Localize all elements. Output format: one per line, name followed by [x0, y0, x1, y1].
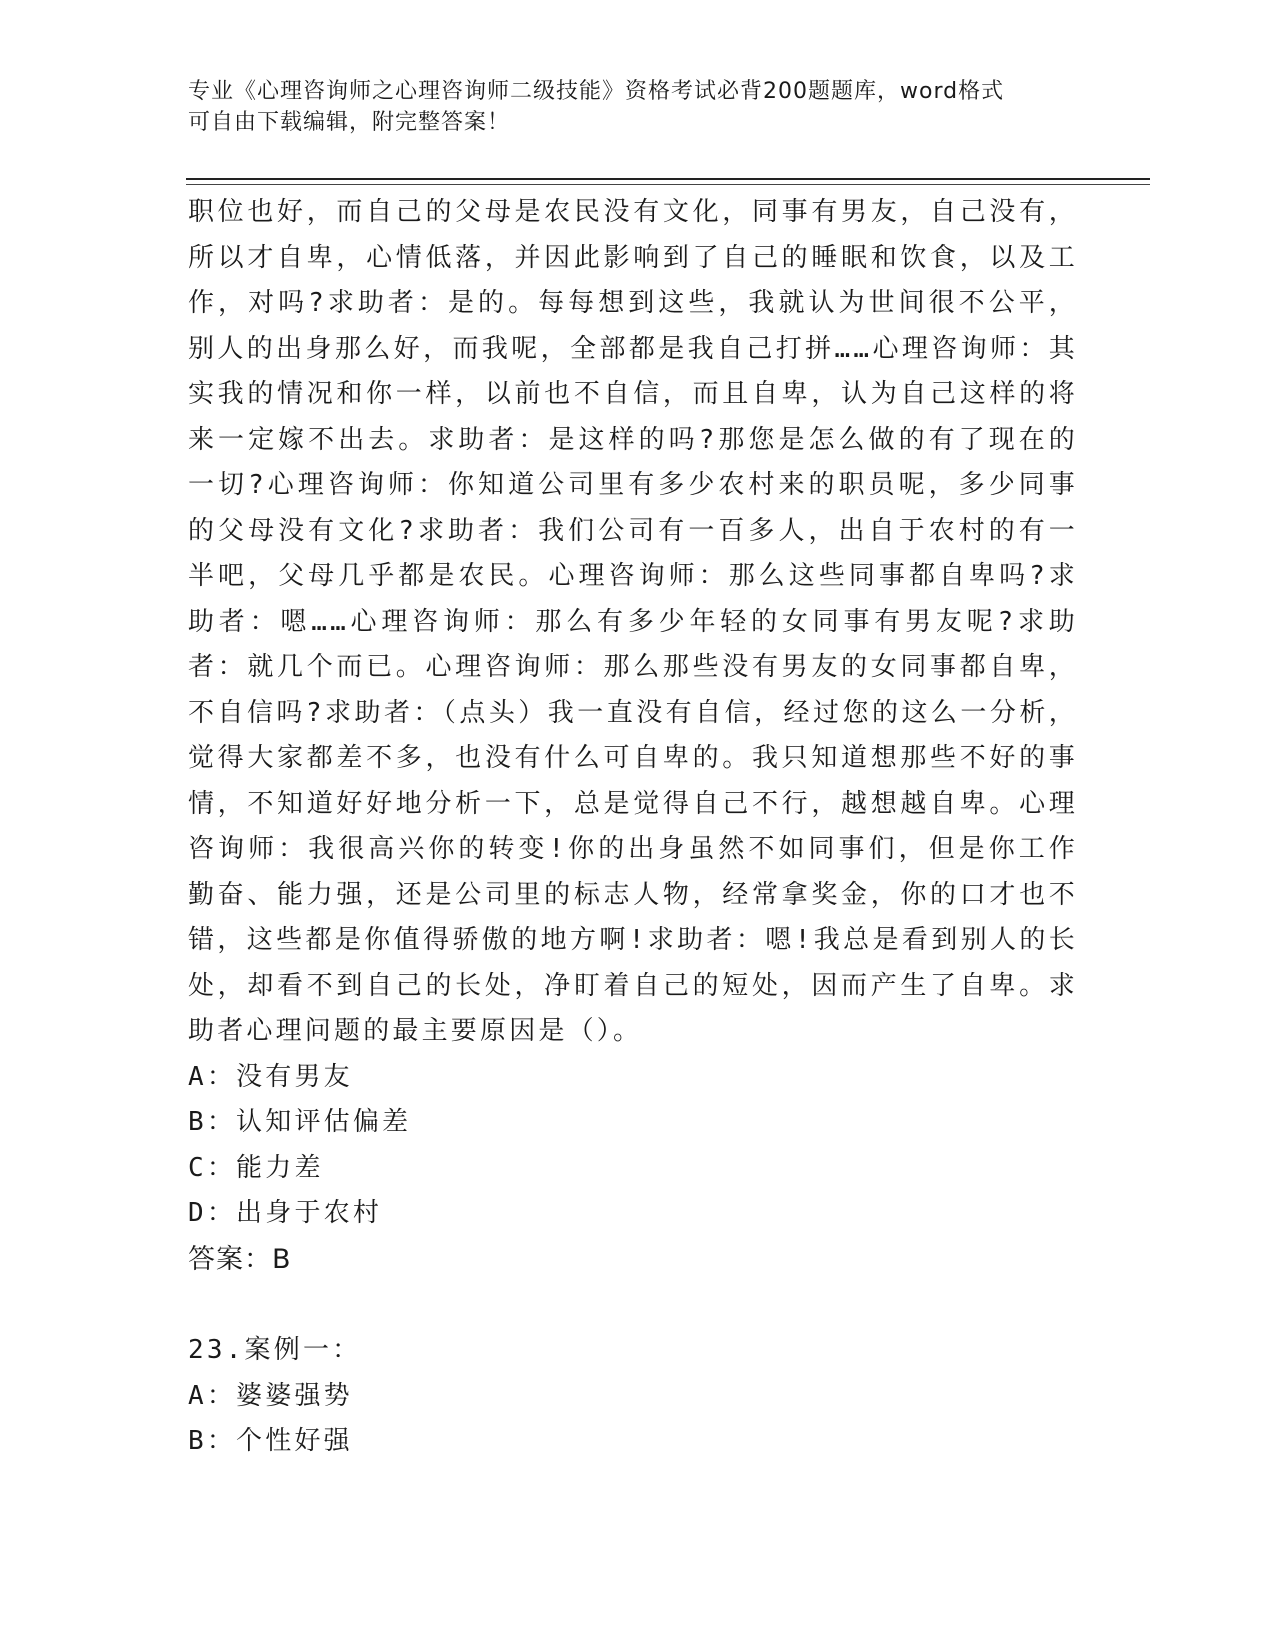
header-divider-thin [186, 184, 1150, 185]
question-22-option-c: C：能力差 [188, 1152, 324, 1183]
question-23-title: 23.案例一： [188, 1335, 362, 1365]
question-22-option-a: A：没有男友 [188, 1061, 353, 1092]
question-22-option-d: D：出身于农村 [188, 1198, 383, 1228]
header-line-1: 专业《心理咨询师之心理咨询师二级技能》资格考试必背200题题库，word格式 [188, 79, 1005, 104]
header-divider-thick [186, 178, 1150, 180]
question-22-passage: 职位也好，而自己的父母是农民没有文化，同事有男友，自己没有，所以才自卑，心情低落，并因此影响到了自己的睡眠和饮食，以及工作，对吗?求助者：是的。每每想到这些，我就认为世间很不公平，别人的出身那么好，而我呢，全部都是我自己打拼……心理咨询师：其实我的情况和你一样，以前也不自信，而且自卑，认为自己这样的将来一定嫁不出去。求助者：是这样的吗?那您是怎么做的有了现在的一切?心理咨询师：你知道公司里有多少农村来的职员呢，多少同事的父母没有文化?求助者：我们公司有一百多人，出自于农村的有一半吧，父母几乎都是农民。心理咨询师：那么这些同事都自卑吗?求助者：嗯……心理咨询师：那么有多少年轻的女同事有男友呢?求助者：就几个而已。心理咨询师：那么那些没有男友的女同事都自卑，不自信吗?求助者：（点头）我一直没有自信，经过您的这么一分析，觉得大家都差不多，也没有什么可自卑的。我只知道想那些不好的事情，不知道好好地分析一下，总是觉得自己不行，越想越自卑。心理咨询师：我很高兴你的转变!你的出身虽然不如同事们，但是你工作勤奋、能力强，还是公司里的标志人物，经常拿奖金，你的口才也不错，这些都是你值得骄傲的地方啊!求助者：嗯!我总是看到别人的长处，却看不到自己的长处，净盯着自己的短处，因而产生了自卑。求助者心理问题的最主要原因是（）。 [188, 197, 1078, 1046]
question-22-option-b: B：认知评估偏差 [188, 1107, 412, 1137]
question-23-option-b: B：个性好强 [188, 1426, 353, 1456]
header-line-2: 可自由下载编辑，附完整答案！ [188, 110, 511, 135]
document-header [188, 76, 1088, 138]
document-body [188, 190, 1078, 1465]
question-22-answer: 答案：B [188, 1243, 292, 1275]
question-23-option-a: A：婆婆强势 [188, 1380, 353, 1411]
